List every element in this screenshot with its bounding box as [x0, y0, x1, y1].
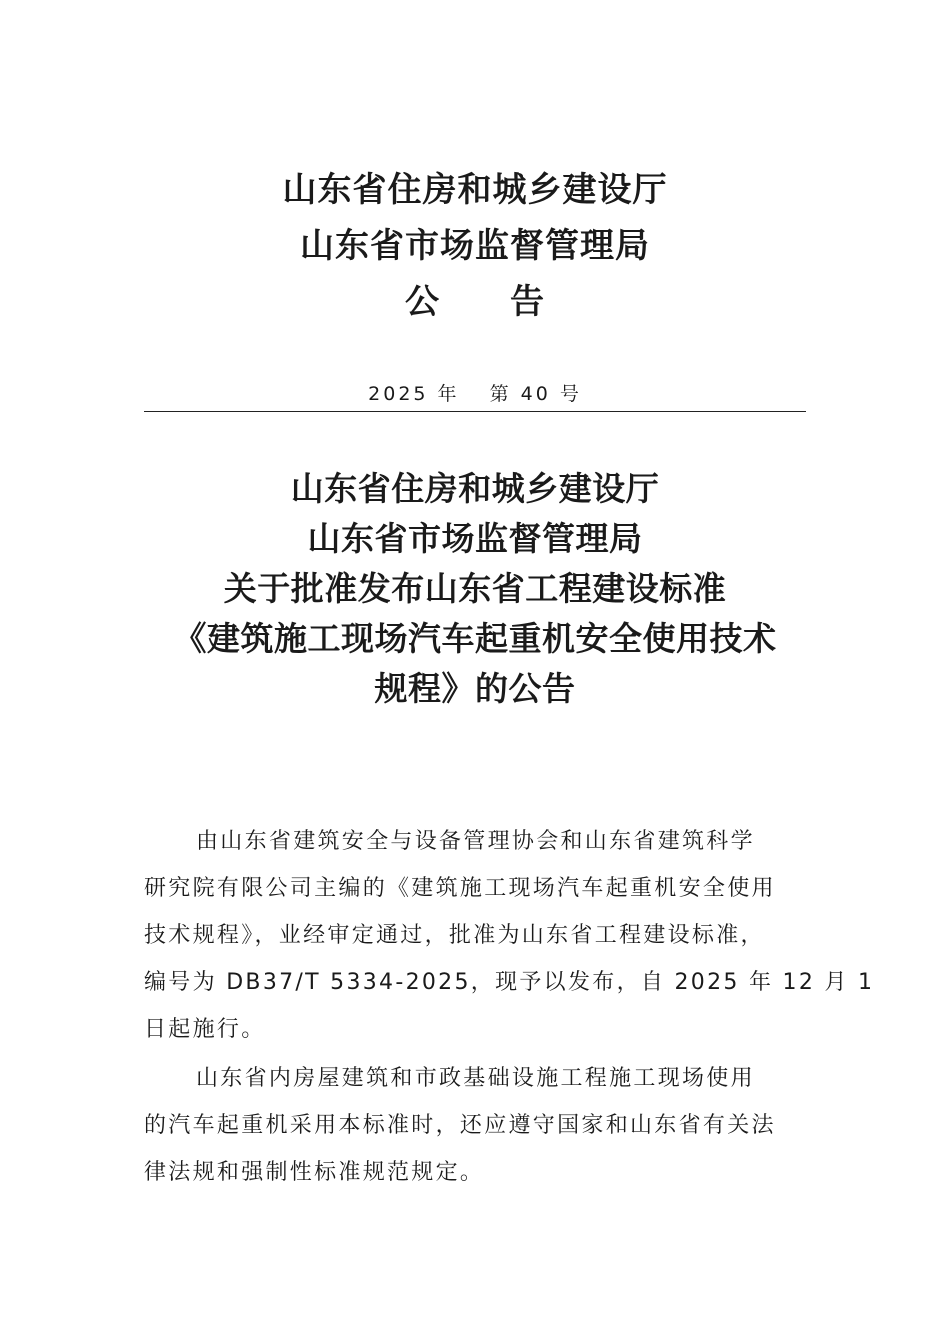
- title-line: 规程》的公告: [374, 669, 576, 708]
- title-line: 关于批准发布山东省工程建设标准: [223, 569, 727, 608]
- title-line: 山东省住房和城乡建设厅: [290, 469, 660, 508]
- issuing-agency-1: 山东省住房和城乡建设厅: [282, 170, 668, 210]
- issue-number: 第 40 号: [489, 383, 582, 405]
- paragraph-line: 研究院有限公司主编的《建筑施工现场汽车起重机安全使用: [144, 876, 776, 901]
- paragraph-line: 山东省内房屋建筑和市政基础设施工程施工现场使用: [196, 1066, 755, 1091]
- title-line: 山东省市场监督管理局: [307, 519, 643, 558]
- issuing-agency-2: 山东省市场监督管理局: [300, 226, 650, 266]
- paragraph-line: 技术规程》，业经审定通过，批准为山东省工程建设标准，: [144, 923, 765, 948]
- document-body: [144, 818, 875, 1198]
- body-paragraph-2: [144, 1055, 806, 1196]
- paragraph-line: 律法规和强制性标准规范规定。: [144, 1160, 485, 1185]
- paragraph-line: 由山东省建筑安全与设备管理协会和山东省建筑科学: [196, 829, 755, 854]
- paragraph-line: 编号为 DB37/T 5334-2025，现予以发布，自 2025 年 12 月 1: [144, 970, 875, 995]
- issue-year: 2025 年: [368, 383, 460, 405]
- paragraph-line: 的汽车起重机采用本标准时，还应遵守国家和山东省有关法: [144, 1113, 776, 1138]
- document-type: 公 告: [405, 282, 545, 322]
- announcement-header: [0, 162, 950, 330]
- title-line: 《建筑施工现场汽车起重机安全使用技术: [173, 619, 777, 658]
- body-paragraph-1: [144, 818, 875, 1053]
- header-divider: [144, 411, 806, 412]
- paragraph-line: 日起施行。: [144, 1017, 266, 1042]
- issue-number-line: [0, 380, 950, 408]
- document-title: [0, 464, 950, 714]
